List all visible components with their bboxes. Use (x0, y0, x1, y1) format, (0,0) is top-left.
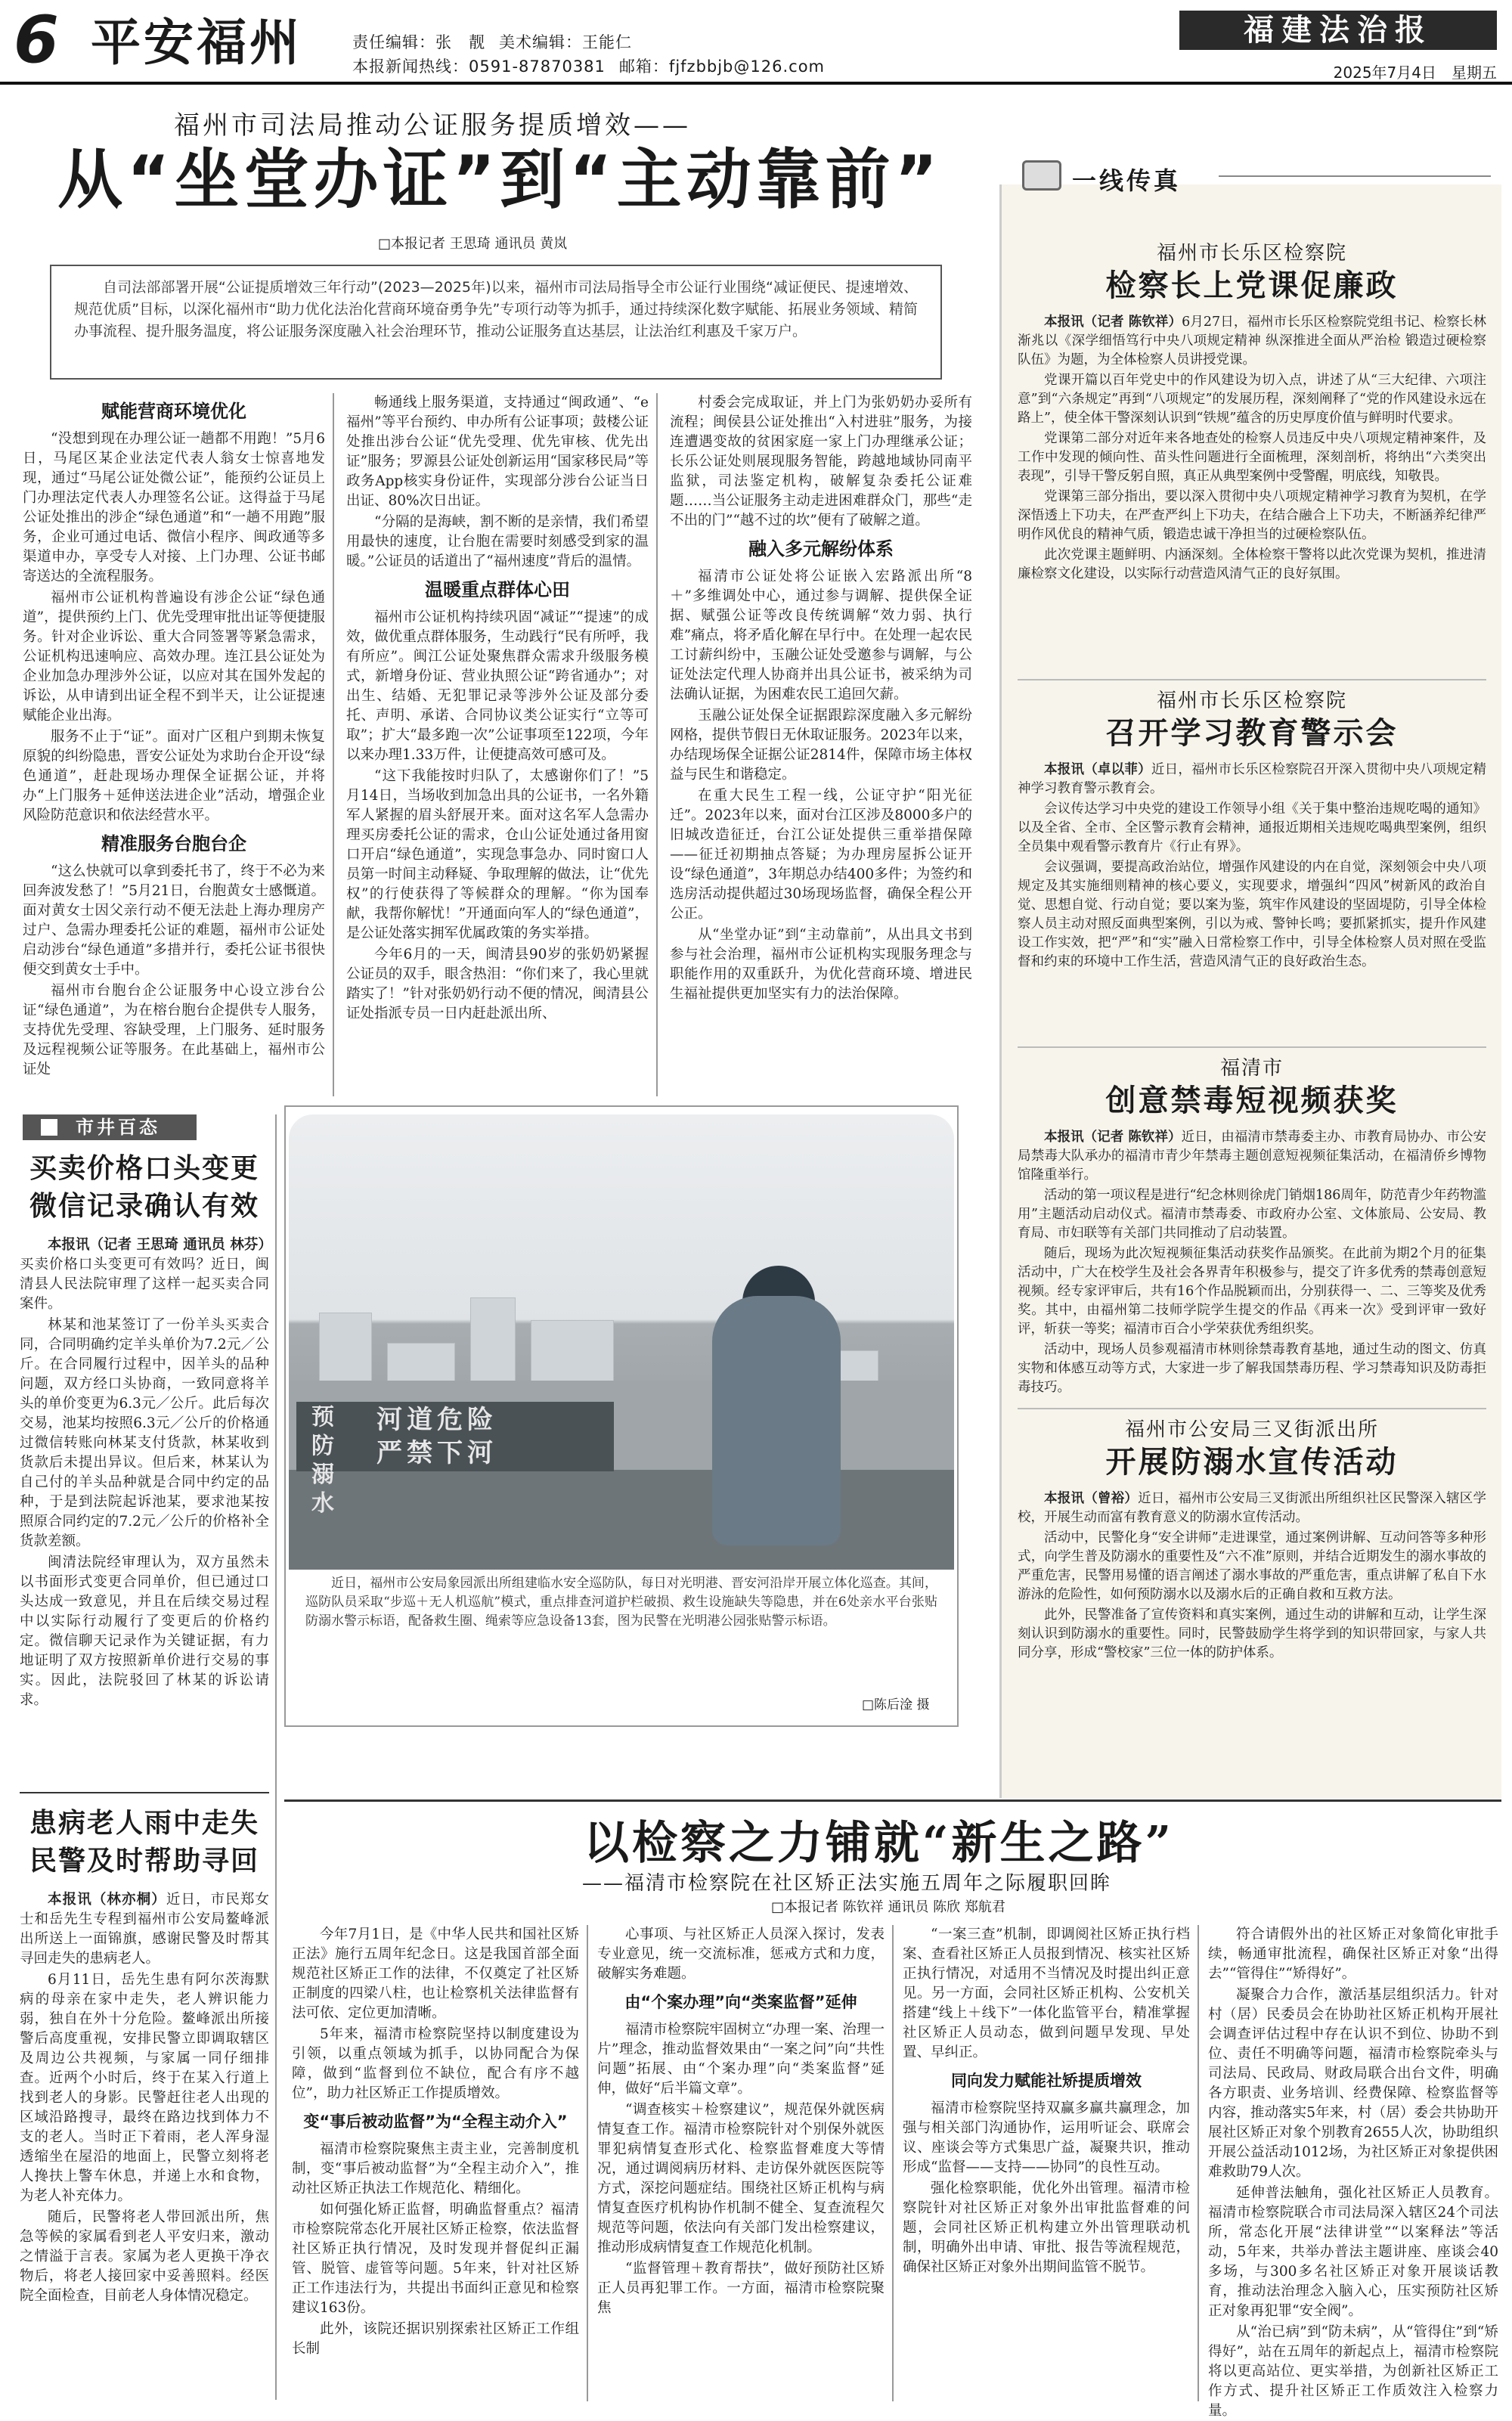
paragraph: 6月27日，福州市长乐区检察院党组书记、检察长林渐兆以《深学细悟笃行中央八项规定精神 纵深推进全面从严治检 锻造过硬检察队伍》为题，为全体检察人员讲授党课。 (1018, 315, 1486, 367)
column-divider (587, 1925, 588, 2401)
subhead: 温暖重点群体心田 (425, 579, 570, 600)
subhead: 精准服务台胞台企 (101, 833, 246, 854)
lead-column-1 (23, 393, 325, 1104)
article-kicker: 福州市公安局三叉街派出所 (1124, 1418, 1379, 1441)
lead-column-2 (346, 393, 649, 1104)
column-divider (333, 393, 334, 1096)
paragraph: 活动中，现场人员参观福清市林则徐禁毒教育基地，通过生动的图文、仿真实物和体感互动等方式，大家进一步了解我国禁毒历程、学习禁毒知识及防毒拒毒技巧。 (1018, 1342, 1486, 1395)
article-byline: 本报讯（卓以菲） (1044, 762, 1151, 777)
sidebar-divider (1018, 1046, 1486, 1048)
story-headline-line: 民警及时帮助寻回 (29, 1845, 259, 1877)
paragraph: 党课第三部分指出，要以深入贯彻中央八项规定精神学习教育为契机，在学深悟透上下功夫，在严查严纠上下功夫，在结合融合上下功夫，不断涵养纪律严明作风优良的精神气质，锻造忠诚干净担当的过硬检察队伍。 (1018, 489, 1486, 542)
paragraph: 在重大民生工程一线，公证守护“阳光征迁”。2023年以来，面对台江区涉及8000多户的旧城改造征迁，台江公证处提供三重举措保障——征迁初期抽点答疑；为办理房屋拆公证开设“绿色通道”，3年期总办结400多件；为签约和选房活动提供超过30场现场监督，确保全程公开公正。 (670, 788, 972, 922)
article-body (670, 393, 972, 531)
paragraph: “这么快就可以拿到委托书了，终于不必为来回奔波发愁了！”5月21日，台胞黄女士感慨道。面对黄女士因父亲行动不便无法赴上海办理房产过户、急需办理委托公证的难题，福州市公证处启动涉台“绿色通道”多措并行，委托公证书很快便交到黄女士手中。 (23, 863, 325, 978)
warning-sign (296, 1402, 614, 1517)
bottom-headline: 以检察之力铺就“新生之路” (584, 1817, 1175, 1870)
paragraph: 今年6月的一天，闽清县90岁的张奶奶紧握公证员的双手，眼含热泪：“你们来了，我心里就踏实了！”针对张奶奶行动不便的情况，闽清县公证处指派专员一日内赶赴派出所、 (346, 947, 649, 1021)
paragraph: “这下我能按时归队了，太感谢你们了！”5月14日，当场收到加急出具的公证书，一名外籍军人紧握的眉头舒展开来。面对这名军人急需办理买房委托公证的需求，仓山公证处通过备用窗口开启“绿色通道”，实现急事急办、同时窗口人员第一时间主动释疑、争取理解的做法，让“优先权”的行使获得了等候群众的理解。“你为国奉献，我帮你解忧！”开通面向军人的“绿色通道”，是公证处落实拥军优属政策的务实举措。 (346, 768, 649, 941)
article-body (903, 1925, 1190, 2063)
paragraph: 从“坐堂办证”到“主动靠前”，从出具文书到参与社会治理，福州市公证机构实现服务理念与职能作用的双重跃升，为优化营商环境、增进民生福祉提供更加坚实有力的法治保障。 (670, 927, 972, 1002)
page-number: 6 (14, 2, 59, 78)
story-headline-line: 微信记录确认有效 (29, 1190, 259, 1222)
paragraph: 玉融公证处保全证据跟踪深度融入多元解纷网格，提供节假日无休取证服务。2023年以来，办结现场保全证据公证2814件，保障市场主体权益与民生和谐稳定。 (670, 708, 972, 783)
article-body (23, 429, 325, 826)
article-body (20, 1235, 272, 1710)
story-headline-line: 患病老人雨中走失 (29, 1807, 259, 1839)
subhead: 由“个案办理”向“类案监督”延伸 (624, 1993, 857, 2011)
sign-text: 严禁下河 (376, 1438, 497, 1468)
article-kicker: 福州市长乐区检察院 (1156, 242, 1347, 265)
article-kicker: 福清市 (1219, 1057, 1284, 1080)
bookmark-icon (41, 1119, 57, 1136)
article-headline: 开展防溺水宣传活动 (1105, 1444, 1399, 1480)
email: 邮箱：fjfzbbjb@126.com (618, 57, 825, 76)
lead-byline: □本报记者 王思琦 通讯员 黄岚 (378, 236, 568, 252)
lead-headline: 从“坐堂办证”到“主动靠前” (57, 142, 943, 218)
article-body (292, 1925, 579, 2103)
paragraph: 今年7月1日，是《中华人民共和国社区矫正法》施行五周年纪念日。这是我国首部全面规范社区矫正工作的法律，不仅奠定了社区矫正制度的四梁八柱，也让检察机关法律监督有法可依、定位更加清晰。 (292, 1927, 579, 2021)
paper-logo: 福建法治报 (1179, 11, 1497, 50)
article-body (903, 2099, 1190, 2277)
section-rule (284, 1799, 1501, 1802)
paragraph: 服务不止于“证”。面对广区租户到期未恢复原貌的纠纷隐患，晋安公证处为求助台企开设“绿色通道”，赶赴现场办理保全证据公证，并将办“上门服务＋延伸送法进企业”活动，增强企业风险防范意识和依法经营水平。 (23, 729, 325, 823)
article-body (1018, 313, 1486, 584)
article-byline: 本报讯（林亦桐） (48, 1892, 166, 1908)
paragraph: 闽清法院经审理认为，双方虽然未以书面形式变更合同单价，但已通过口头达成一致意见，并且在后续交易过程中以实际行动履行了变更后的价格约定。微信聊天记录作为关键证据，有力地证明了双方按照新单价进行交易的事实。因此，法院驳回了林某的诉讼请求。 (20, 1555, 269, 1708)
article-kicker: 福州市长乐区检察院 (1156, 690, 1347, 712)
article-byline: 本报讯（记者 王思琦 通讯员 林芬） (48, 1237, 272, 1253)
article-headline: 检察长上党课促廉政 (1105, 268, 1399, 303)
shijing-story-1 (20, 1149, 272, 1784)
paragraph: 福清市检察院聚焦主责主业，完善制度机制，变“事后被动监督”为“全程主动介入”，推动社区矫正执法工作规范化、精细化。 (292, 2141, 579, 2196)
column-divider (656, 393, 658, 1096)
article-headline: 创意禁毒短视频获奖 (1105, 1083, 1399, 1118)
paragraph: 活动中，民警化身“安全讲师”走进课堂，通过案例讲解、互动问答等多种形式，向学生普及防溺水的重要性及“六不准”原则，并结合近期发生的溺水事故的严重危害，民警用易懂的语言阐述了溺水事故的严重危害，重点讲解了私自下水游泳的危险性，如何预防溺水以及溺水后的正确自救和互救方法。 (1018, 1530, 1486, 1602)
article-body (670, 567, 972, 1004)
subhead: 融入多元解纷体系 (748, 538, 894, 560)
article-byline: 本报讯（曾裕） (1044, 1491, 1139, 1506)
paragraph: 会议传达学习中央党的建设工作领导小组《关于集中整治违规吃喝的通知》以及全省、全市、全区警示教育会精神，通报近期相关违规吃喝典型案例，组织全员集中观看警示教育片《行止有界》。 (1018, 801, 1486, 854)
bottom-column-1 (292, 1925, 579, 2401)
paragraph: “一案三查”机制，即调阅社区矫正执行档案、查看社区矫正人员报到情况、核实社区矫正执行情况，对适用不当情况及时提出纠正意见。另一方面，会同社区矫正机构、公安机关搭建“线上＋线下”一体化监管平台，精准掌握社区矫正人员动态，做到问题早发现、早处置、早纠正。 (903, 1927, 1190, 2060)
paragraph: 党课第二部分对近年来各地查处的检察人员违反中央八项规定精神案件，及工作中发现的倾向性、苗头性问题进行全面梳理，深刻剖析，将纳出“六类突出表现”，引导干警反躬自照，真正从典型案例中受警醒，明底线，知敬畏。 (1018, 431, 1486, 484)
photo-caption: 近日，福州市公安局象园派出所组建临水安全巡防队，每日对光明港、晋安河沿岸开展立体化巡查。其间，巡防队员采取“步巡＋无人机巡航”模式，重点排查河道护栏破损、救生设施缺失等隐患，并在6处亲水平台张贴防溺水警示标语，配备救生圈、绳索等应急设备13套，图为民警在光明港公园张贴警示标语。 (305, 1576, 937, 1629)
shijing-tab (23, 1114, 197, 1140)
subhead: 赋能营商环境优化 (101, 401, 246, 422)
paragraph: 福州市公证机构持续巩固“减证”“提速”的成效，做优重点群体服务，生动践行“民有所呼，我有所应”。闽江公证处聚焦群众需求升级服务模式，新增身份证、营业执照公证“跨省通办”；对出生、结婚、无犯罪记录等涉外公证及部分委托、声明、承诺、合同协议类公证实行“立等可取”；扩大“最多跑一次”公证事项至122项，今年以来办理1.33万件，让便捷高效可感可及。 (346, 609, 649, 763)
article-body (1018, 761, 1486, 972)
article-headline: 召开学习教育警示会 (1105, 715, 1399, 751)
paragraph: 凝聚合力合作，激活基层组织活力。针对村（居）民委员会在协助社区矫正机构开展社会调查评估过程中存在认识不到位、协助不到位、责任不明确等问题，福清市检察院牵头与司法局、民政局、财政局联合出台文件，明确各方职责、业务培训、经费保障、检察监督等内容，推动落实5年来，村（居）委会共协助开展社区矫正对象个别教育2655人次，协助组织开展公益活动1012场，为社区矫正对象提供困难救助79人次。 (1208, 1987, 1498, 2180)
article-body (346, 608, 649, 1024)
riverbank (289, 1470, 954, 1570)
bottom-byline: □本报记者 陈钦祥 通讯员 陈欣 郑航君 (771, 1899, 1005, 1915)
sidebar-header-rule (1219, 175, 1491, 177)
paragraph: 党课开篇以百年党史中的作风建设为切入点，讲述了从“三大纪律、六项注意”到“六条规定”再到“八项规定”的发展历程，深刻阐释了“党的作风建设永远在路上”，使全体干警深刻认识到“铁规”蕴含的历史厚度价值与鲜明时代要求。 (1018, 373, 1486, 426)
editor-credits (352, 30, 646, 53)
paragraph: 从“治已病”到“防未病”，从“管得住”到“矫得好”，站在五周年的新起点上，福清市检察院将以更高站位、更实举措，为创新社区矫正工作方式、提升社区矫正工作质效注入检察力量。 (1208, 2324, 1498, 2419)
paragraph: 福清市检察院坚持双赢多赢共赢理念，加强与相关部门沟通协作，运用听证会、联席会议、座谈会等方式集思广益，凝聚共识，推动形成“监督——支持——协同”的良性互动。 (903, 2100, 1190, 2175)
paragraph: 福州市公证机构普遍设有涉企公证“绿色通道”，提供预约上门、优先受理审批出证等便捷服务。针对企业诉讼、重大合同签署等紧急需求，公证机构迅速响应、高效办理。连江县公证处为企业加急办理涉外公证，以应对其在国外发起的诉讼，从申请到出证全程不到半天，让公证提速赋能企业出海。 (23, 590, 325, 724)
news-photo (289, 1114, 954, 1570)
paragraph: 近日，福州市公安局三叉街派出所组织社区民警深入辖区学校，开展生动而富有教育意义的防溺水宣传活动。 (1018, 1491, 1486, 1525)
sidebar-article (1018, 688, 1486, 1043)
story-headline-line: 买卖价格口头变更 (29, 1152, 259, 1184)
bottom-deck: ——福清市检察院在社区矫正法实施五周年之际履职回眸 (582, 1872, 1112, 1895)
paragraph: 林某和池某签订了一份羊头买卖合同，合同明确约定羊头单价为7.2元／公斤。在合同履行过程中，因羊头的品种问题，双方经口头协商，一致同意将羊头的单价变更为6.3元／公斤。此后每次交易，池某均按照6.3元／公斤的价格通过微信转账向林某支付货款，林某收到货款后未提出异议。但后来，林某认为自己付的羊头品种就是合同中约定的品种，于是到法院起诉池某，要求池某按照原合同约定的7.2元／公斤的价格补全货款差额。 (20, 1317, 269, 1549)
paragraph: 近日，由福清市禁毒委主办、市教育局协办、市公安局禁毒大队承办的福清市青少年禁毒主题创意短视频征集活动，在福清侨乡博物馆隆重举行。 (1018, 1130, 1486, 1183)
paragraph: 村委会完成取证，并上门为张奶奶办妥所有流程；闽侯县公证处推出“入村进驻”服务，为接连遭遇变故的贫困家庭一家上门办理继承公证；长乐公证处则展现服务智能，跨越地域协同南平监狱，司法鉴定机构，破解复杂委托公证难题……当公证服务主动走进困难群众门，那些“走不出的门”“越不过的坎”便有了破解之道。 (670, 395, 972, 529)
shijing-story-2 (20, 1804, 269, 2401)
column-divider (892, 1925, 894, 2401)
sidebar-header (999, 160, 1501, 195)
article-body (23, 862, 325, 1080)
story-divider (20, 1792, 269, 1793)
article-body (597, 2020, 885, 2318)
paragraph: 5年来，福清市检察院坚持以制度建设为引领，以重点领域为抓手，以协同配合为保障，做到“监督到位不缺位，配合有序不越位”，助力社区矫正工作提质增效。 (292, 2026, 579, 2101)
paragraph: 延伸普法触角，强化社区矫正人员教育。福清市检察院联合市司法局深入辖区24个司法所，常态化开展“法律讲堂”“以案释法”等活动，5年来，共举办普法主题讲座、座谈会40多场，与300多名社区矫正对象开展谈话教育，推动法治理念入脑入心，压实预防社区矫正对象再犯罪“安全阀”。 (1208, 2185, 1498, 2319)
article-byline: 本报讯（记者 陈钦祥） (1044, 315, 1182, 330)
paragraph: 随后，现场为此次短视频征集活动获奖作品颁奖。在此前为期2个月的征集活动中，广大在校学生及社会各界青年积极参与，提交了许多优秀的禁毒创意短视频。经专家评审后，共有16个作品脱颖而出，分别获得一、二、三等奖及优秀奖。其中，由福州第二技师学院学生提交的作品《再来一次》受到评审一致好评，斩获一等奖；福清市百合小学荣获优秀组织奖。 (1018, 1246, 1486, 1337)
paragraph: 活动的第一项议程是进行“纪念林则徐虎门销烟186周年，防范青少年药物滥用”主题活动启动仪式。福清市禁毒委、市政府办公室、文体旅局、公安局、教育局、市妇联等有关部门共同推动了启动装置。 (1018, 1188, 1486, 1241)
paragraph: 福清市检察院牢固树立“办理一案、治理一片”理念，推动监督效果由“一案之问”向“共性问题”拓展、由“个案办理”向“类案监督”延伸，做好“后半篇文章”。 (597, 2022, 885, 2097)
masthead-rule (0, 82, 1512, 85)
paragraph: 买卖价格口头变更可有效吗？近日，闽清县人民法院审理了这样一起买卖合同案件。 (20, 1257, 269, 1312)
paragraph: “没想到现在办理公证一趟都不用跑！”5月6日，马尾区某企业法定代表人翁女士惊喜地发现，通过“马尾公证处微公证”，能预约公证员上门办理法定代表人办理签名公证。这得益于马尾公证处推出的涉企“绿色通道”和“一趟不用跑”服务，企业可通过电话、微信小程序、闽政通等多渠道申办，享受专人对接、上门办理、公证书邮寄送达的全流程服务。 (23, 431, 325, 584)
paragraph: “分隔的是海峡，割不断的是亲情，我们希望用最快的速度，让台胞在需要时刻感受到家的温暖。”公证员的话道出了“福州速度”背后的温情。 (346, 514, 649, 569)
bottom-column-4 (1208, 1925, 1498, 2419)
paragraph: 此外，民警准备了宣传资料和真实案例，通过生动的讲解和互动，让学生深刻认识到防溺水的重要性。同时，民警鼓励学生将学到的知识带回家，与家人共同分享，形成“警校家”三位一体的防护体系。 (1018, 1607, 1486, 1660)
lead-column-3 (670, 393, 972, 1104)
paragraph: “监督管理＋教育帮扶”，做好预防社区矫正人员再犯罪工作。一方面，福清市检察院聚焦 (597, 2261, 885, 2316)
article-body (1018, 1489, 1486, 1663)
hotline: 本报新闻热线：0591-87870381 (352, 57, 606, 76)
subhead: 同向发力赋能社矫提质增效 (951, 2072, 1142, 2090)
masthead (0, 0, 1512, 91)
article-body (20, 1890, 269, 2306)
article-body (1208, 1925, 1498, 2421)
paragraph: 6月11日，岳先生患有阿尔茨海默病的母亲在家中走失，老人辨识能力弱，独自在外十分危险。鳌峰派出所接警后高度重视，安排民警立即调取辖区及周边公共视频，与家属一同仔细排查。近两个小时后，终于在某入行道上找到老人的身影。民警赶往老人出现的区域沿路搜寻，最终在路边找到体力不支的老人。当时正下着雨，老人浑身湿透缩坐在屋沿的地面上，民警立刻将老人搀扶上警车休息，并递上水和食物，为老人补充体力。 (20, 1972, 269, 2204)
sidebar-divider (1018, 679, 1486, 680)
sign-side-text: 预防 (311, 1404, 339, 1459)
sidebar-divider (1018, 1408, 1486, 1409)
paragraph: 此次党课主题鲜明、内涵深刻。全体检察干警将以此次党课为契机，推进清廉检察文化建设，以实际行动营造风清气正的良好氛围。 (1018, 547, 1486, 581)
sign-text: 河道危险 (376, 1405, 497, 1435)
police-officer (712, 1296, 841, 1545)
sidebar-article (1018, 240, 1486, 674)
photo-credit: □陈后淦 摄 (862, 1697, 930, 1713)
article-body (1018, 1128, 1486, 1397)
article-byline: 本报讯（记者 陈钦祥） (1044, 1130, 1182, 1145)
contact-line (352, 54, 838, 77)
paragraph: 近日，福州市长乐区检察院召开深入贯彻中央八项规定精神学习教育警示教育会。 (1018, 762, 1486, 796)
paragraph: “调查核实＋检察建议”，规范保外就医病情复查工作。福清市检察院针对个别保外就医罪犯病情复查形式化、检察监督难度大等情况，通过调阅病历材料、走访保外就医医院等方式，深挖问题症结。围绕社区矫正机构与病情复查医疗机构协作机制不健全、复查流程欠规范等问题，依法向有关部门发出检察建议，推动形成病情复查工作规范化机制。 (597, 2102, 885, 2255)
paragraph: 近日，市民郑女士和岳先生专程到福州市公安局鳌峰派出所送上一面锦旗，感谢民警及时帮其寻回走失的患病老人。 (20, 1892, 269, 1967)
tab-label: 市井百态 (76, 1117, 160, 1138)
paragraph: 会议强调，要提高政治站位，增强作风建设的内在自觉，深刻领会中央八项规定及其实施细则精神的核心要义，实现要求，增强纠“四风”树新风的政治自觉、思想自觉、行动自觉；要以案为鉴，筑牢作风建设的坚固堤防，引导全体检察人员主动对照反面典型案例，引以为戒、警钟长鸣；要抓紧抓实，提升作风建设工作实效，把“严”和“实”融入日常检察工作中，引导全体检察人员对照在受监督和约束的环境中工作生活，营造风清气正的良好政治生态。 (1018, 860, 1486, 969)
paragraph: 福州市台胞台企公证服务中心设立涉台公证“绿色通道”，为在榕台胞台企提供专人服务，支持优先受理、容缺受理，上门服务、延时服务及远程视频公证等服务。在此基础上，福州市公证处 (23, 983, 325, 1077)
paragraph: 畅通线上服务渠道，支持通过“闽政通”、“e福州”等平台预约、申办所有公证事项；鼓楼公证处推出涉台公证“优先受理、优先审核、优先出证”服务；罗源县公证处创新运用“国家移民局”等政务App核实身份证件，实现部分涉台公证当日出证、80%次日出证。 (346, 395, 649, 509)
lead-kicker: 福州市司法局推动公证服务提质增效—— (174, 110, 691, 141)
paragraph: 如何强化矫正监督，明确监督重点？福清市检察院常态化开展社区矫正检察，依法监督社区矫正执行情况，及时发现并督促纠正漏管、脱管、虚管等问题。5年来，针对社区矫正工作违法行为，共提出书面纠正意见和检察建议163份。 (292, 2202, 579, 2316)
sidebar-article (1018, 1056, 1486, 1405)
paragraph: 心事项、与社区矫正人员深入探讨，发表专业意见，统一交流标准，惩戒方式和力度，破解实务难题。 (597, 1927, 885, 1982)
paragraph: 此外，该院还据识别探索社区矫正工作组长制 (292, 2321, 579, 2357)
column-divider (1198, 1925, 1199, 2401)
art-editor-credit: 美术编辑：王能仁 (499, 33, 632, 51)
fax-icon (1022, 160, 1061, 191)
article-body (292, 2140, 579, 2359)
subhead: 变“事后被动监督”为“全程主动介入” (303, 2113, 568, 2131)
dateline: 2025年7月4日 星期五 (1333, 64, 1497, 82)
section-title: 平安福州 (91, 14, 302, 72)
article-body (597, 1925, 885, 1984)
sidebar-article (1018, 1417, 1486, 1792)
article-body (346, 393, 649, 572)
column-divider (275, 1114, 277, 2400)
sign-side-text: 溺水 (311, 1462, 339, 1517)
paragraph: 随后，民警将老人带回派出所，焦急等候的家属看到老人平安归来，激动之情溢于言表。家属为老人更换干净衣物后，将老人接回家中妥善照料。经医院全面检查，目前老人身体情况稳定。 (20, 2209, 269, 2304)
editor-credit: 责任编辑：张 靓 (352, 33, 485, 51)
paragraph: 福清市公证处将公证嵌入宏路派出所“8＋”多维调处中心，通过参与调解、提供保全证据、赋强公证等改良传统调解“效力弱、执行难”痛点，将矛盾化解在早行中。在处理一起农民工讨薪纠纷中，玉融公证处受邀参与调解，与公证处法定代理人协商并出具公证书，被采纳为司法确认证据，为困难农民工追回欠薪。 (670, 569, 972, 702)
paragraph: 强化检察职能，优化外出管理。福清市检察院针对社区矫正对象外出审批监督难的问题，会同社区矫正机构建立外出管理联动机制，明确外出申请、审批、报告等流程规范，确保社区矫正对象外出期间监管不脱节。 (903, 2181, 1190, 2275)
bottom-column-3 (903, 1925, 1190, 2401)
lead-intro: 自司法部部署开展“公证提质增效三年行动”(2023—2025年)以来，福州市司法局指导全市公证行业围绕“减证便民、提速增效、规范优质”目标，以深化福州市“助力优化法治化营商环境奋勇争先”专项行动等为抓手，通过持续深化数字赋能、拓展业务领域、精简办事流程、提升服务温度，将公证服务深度融入社会治理环节，推动公证服务直达基层，让法治红利惠及千家万户。 (50, 265, 942, 380)
bottom-column-2 (597, 1925, 885, 2401)
paragraph: 符合请假外出的社区矫正对象简化审批手续，畅通审批流程，确保社区矫正对象“出得去”“管得住”“矫得好”。 (1208, 1927, 1498, 1982)
sidebar-title: 一线传真 (1072, 166, 1182, 195)
